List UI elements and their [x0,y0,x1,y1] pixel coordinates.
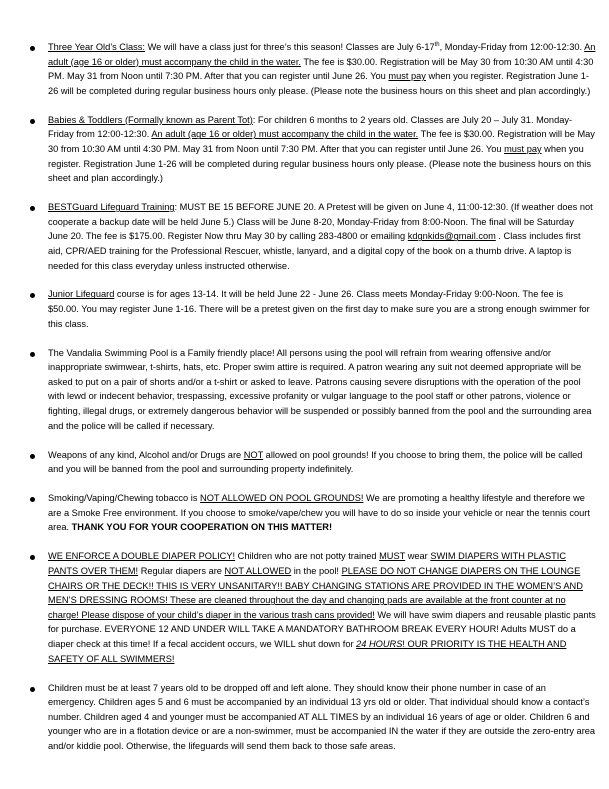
text-segment: Smoking/Vaping/Chewing tobacco is [48,493,201,504]
text-segment: must pay [388,71,426,82]
bullet-dot [30,119,35,124]
text-segment: NOT ALLOWED ON POOL GROUNDS! [200,493,364,504]
text-segment: Children who are not potty trained [235,551,380,562]
text-segment: The fee is $30.00. Registration will be May 30 from 10:30 AM until 4:30 PM. May 31 from Noon until 7:30 PM. After that you can register until June 26. You [48,129,595,154]
bullet-weapons [22,448,596,477]
bullet-dot [30,46,35,51]
text-segment[interactable]: kdgnkids@gmail.com [407,231,496,242]
text-segment: Junior Lifeguard [48,289,115,300]
text-segment: THANK YOU FOR YOUR COOPERATION ON THIS MATTER! [71,522,333,533]
bullet-family-friendly [22,346,596,434]
bullet-dot [30,687,35,692]
bullet-dot [30,555,35,560]
bullet-dot [30,293,35,298]
text-segment: The Vandalia Swimming Pool is a Family friendly place! All persons using the pool will refrain from wearing offensive and/or inappropriate swimwear, t-shirts, hats, etc. Proper swim attire is required. A patron wearing any suit not deemed appropriate will be asked to put on a pair of shorts and/or a t-shirt or asked to leave. Patrons causing severe disruptions with the operation of the pool with lewd or indecent behavior, trespassing, excessive profanity or vulgar language to the pool staff or other patrons, violence or fighting, illegal drugs, or extremely dangerous behavior will be suspended or possibly banned from the pool and the surrounding area and the police will be called if necessary. [48,347,592,431]
text-segment: Regular diapers are [138,565,225,576]
bullet-three-year-class [22,40,596,98]
text-segment: must pay [504,143,542,154]
text-segment: We will have swim diapers and reusable plastic pants for purchase. EVERYONE 12 AND UNDER WILL TAKE A MANDATORY BATHROOM BREAK EVERY HOUR! Adults MUST do a diaper check at this time! If a fecal accident occurs, we WILL shut down for [48,609,596,649]
text-segment: when you register. Registration June 1-26 will be completed during regular business hours only please. (Please note the business hours on this sheet and plan accordingly.) [48,71,591,96]
bullet-dot [30,352,35,357]
text-segment: BESTGuard Lifeguard Training [48,202,175,213]
text-segment: th [434,41,440,48]
text-segment: OUR PRIORITY IS THE HEALTH AND SAFETY OF ALL SWIMMERS! [48,638,567,664]
bullet-dot [30,206,35,211]
text-segment: Babies & Toddlers (Formally known as Parent Tot) [48,114,253,125]
text-segment: , Monday-Friday from 12:00-12:30. [439,42,585,52]
text-segment: Three Year Old’s Class: [48,42,146,52]
text-segment: ! [402,638,408,649]
text-segment: An adult (age 16 or older) must accompany the child in the water. [151,129,419,140]
text-segment: MUST [379,551,406,562]
text-segment: in the pool! [291,565,342,576]
text-segment: . Class includes first aid, CPR/AED training for the Professional Rescuer, whistle, lanyard, and a digital copy of the book on a thumb drive. A laptop is needed for this class everyday unless instructed otherwise. [48,231,581,271]
bullet-children-age [22,681,596,754]
text-segment: Weapons of any kind, Alcohol and/or Drugs are [48,449,244,460]
text-segment: when you register. Registration June 1-26 will be completed during regular business hours only please. (Please note the business hours on this sheet and plan accordingly.) [48,143,591,184]
document-body [22,40,596,768]
text-segment: 24 HOURS [356,638,403,649]
text-segment: : For children 6 months to 2 years old. Classes are July 20 – July 31. Monday-Friday from 12:00-12:30. [48,114,573,140]
text-segment: We are promoting a healthy lifestyle and therefore we are a Smoke Free environment. If you choose to smoke/vape/chew you will have to do so inside your vehicle or near the tennis court area. [48,493,590,533]
text-segment: Children must be at least 7 years old to be dropped off and left alone. They should know their phone number in case of an emergency. Children ages 5 and 6 must be accompanied by an individual 13 yrs old or older. That individual should know a contact’s number. Children aged 4 and younger must be accompanied AT ALL TIMES by an individual 16 years of age or older. Children 6 and younger who are in a flotation device or are a non-swimmer, must be accompanied IN the water if they are outside the zero-entry area and/or kiddie pool. Otherwise, the lifeguards will send them back to those safe areas. [48,682,596,751]
bullet-junior-lifeguard [22,287,596,331]
text-segment: PLEASE DO NOT CHANGE DIAPERS ON THE LOUNGE CHAIRS OR THE DECK!! THIS IS VERY UNSANITARY!! BABY CHANGING STATIONS ARE PROVIDED IN THE WOMEN’S AND MEN’S DRESSING ROOMS! These are cleaned throughout the day and changing pads are available at the front counter at no charge! Please dispose of your child’s diaper in the various trash cans provided! [48,565,583,620]
text-segment: An adult (age 16 or older) must accompany the child in the water. [48,42,596,67]
text-segment: NOT ALLOWED [224,565,292,576]
bullet-diaper-policy [22,549,596,666]
text-segment: WE ENFORCE A DOUBLE DIAPER POLICY! [48,551,236,562]
bullet-smoking [22,491,596,535]
text-segment: NOT [243,449,264,460]
text-segment: We will have a class just for three’s this season! Classes are July 6-17 [145,42,435,52]
bullet-dot [30,454,35,459]
bullet-babies-toddlers [22,113,596,186]
text-segment: allowed on pool grounds! If you choose to bring them, the police will be called and you will be banned from the pool and surrounding property indefinitely. [48,449,583,475]
text-segment: SWIM DIAPERS WITH PLASTIC PANTS OVER THEM! [48,551,567,576]
bullet-lifeguard-training [22,200,596,273]
text-segment: The fee is $30.00. Registration will be May 30 from 10:30 AM until 4:30 PM. May 31 from Noon until 7:30 PM. After that you can register until June 26. You [48,56,594,82]
text-segment: : MUST BE 15 BEFORE JUNE 20. A Pretest will be given on June 4, 11:00-12:30. (If weather does not cooperate a backup date will be held June 5.) Class will be June 8-20, Monday-Friday from 8:00-Noon. The final will be Saturday June 20. The fee is $175.00. Register Now thru May 30 by calling 283-4800 or emailing [48,202,593,242]
text-segment: wear [405,551,431,562]
text-segment: course is for ages 13-14. It will be held June 22 - June 26. Class meets Monday-Friday 9:00-Noon. The fee is $50.00. You may register June 1-16. There will be a pretest given on the first day to make sure you are a strong enough swimmer for this class. [48,289,590,329]
bullet-dot [30,497,35,502]
